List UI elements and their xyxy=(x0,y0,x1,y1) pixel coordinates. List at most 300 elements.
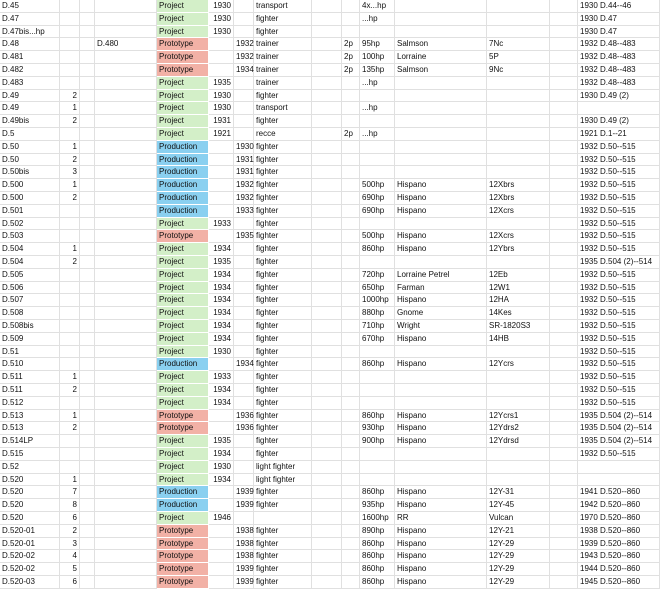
empty-cell[interactable] xyxy=(312,474,342,487)
year-cell[interactable]: 1935 xyxy=(209,435,234,448)
year-cell[interactable]: 1930 xyxy=(209,346,234,359)
ref-cell[interactable]: 1943 D.520--860 xyxy=(578,550,660,563)
model-cell[interactable]: D.520-01 xyxy=(0,538,60,551)
alt-cell[interactable] xyxy=(95,192,157,205)
maker-cell[interactable] xyxy=(395,448,487,461)
n-cell[interactable]: 3 xyxy=(60,166,80,179)
model-cell[interactable]: D.520-03 xyxy=(0,576,60,589)
alt-cell[interactable] xyxy=(95,358,157,371)
year-cell[interactable] xyxy=(209,64,234,77)
seats-cell[interactable] xyxy=(342,294,360,307)
engine-cell[interactable] xyxy=(487,0,550,13)
engine-cell[interactable]: 14HB xyxy=(487,333,550,346)
maker-cell[interactable]: Hispano xyxy=(395,205,487,218)
empty-cell[interactable] xyxy=(312,499,342,512)
n-cell[interactable]: 4 xyxy=(60,550,80,563)
seats-cell[interactable] xyxy=(342,461,360,474)
ref-cell[interactable]: 1932 D.50--515 xyxy=(578,243,660,256)
table-row[interactable] xyxy=(0,474,660,487)
empty-cell[interactable] xyxy=(550,576,578,589)
table-row[interactable] xyxy=(0,346,660,359)
table-row[interactable] xyxy=(0,269,660,282)
status-cell-project[interactable]: Project xyxy=(157,243,209,256)
table-row[interactable] xyxy=(0,333,660,346)
ref-cell[interactable]: 1932 D.50--515 xyxy=(578,294,660,307)
hp-cell[interactable]: 100hp xyxy=(360,51,395,64)
engine-cell[interactable]: 9Nc xyxy=(487,64,550,77)
maker-cell[interactable] xyxy=(395,346,487,359)
empty-cell[interactable] xyxy=(80,294,95,307)
maker-cell[interactable]: Hispano xyxy=(395,179,487,192)
year2-cell[interactable] xyxy=(234,512,254,525)
year-cell[interactable] xyxy=(209,51,234,64)
maker-cell[interactable] xyxy=(395,218,487,231)
year-cell[interactable]: 1934 xyxy=(209,282,234,295)
ref-cell[interactable]: 1932 D.50--515 xyxy=(578,154,660,167)
ref-cell[interactable]: 1932 D.50--515 xyxy=(578,166,660,179)
maker-cell[interactable]: Hispano xyxy=(395,435,487,448)
seats-cell[interactable] xyxy=(342,384,360,397)
ref-cell[interactable]: 1939 D.520--860 xyxy=(578,538,660,551)
engine-cell[interactable]: 12Y-29 xyxy=(487,538,550,551)
empty-cell[interactable] xyxy=(550,102,578,115)
table-row[interactable] xyxy=(0,435,660,448)
status-cell-prototype[interactable]: Prototype xyxy=(157,64,209,77)
year2-cell[interactable] xyxy=(234,115,254,128)
n-cell[interactable]: 7 xyxy=(60,486,80,499)
year-cell[interactable]: 1930 xyxy=(209,13,234,26)
hp-cell[interactable] xyxy=(360,166,395,179)
empty-cell[interactable] xyxy=(312,320,342,333)
engine-cell[interactable] xyxy=(487,384,550,397)
year-cell[interactable]: 1933 xyxy=(209,371,234,384)
empty-cell[interactable] xyxy=(312,512,342,525)
empty-cell[interactable] xyxy=(312,358,342,371)
alt-cell[interactable] xyxy=(95,64,157,77)
empty-cell[interactable] xyxy=(550,320,578,333)
seats-cell[interactable] xyxy=(342,358,360,371)
seats-cell[interactable] xyxy=(342,320,360,333)
empty-cell[interactable] xyxy=(312,90,342,103)
status-cell-prototype[interactable]: Prototype xyxy=(157,538,209,551)
empty-cell[interactable] xyxy=(80,358,95,371)
empty-cell[interactable] xyxy=(80,38,95,51)
model-cell[interactable]: D.520 xyxy=(0,474,60,487)
status-cell-project[interactable]: Project xyxy=(157,77,209,90)
n-cell[interactable] xyxy=(60,51,80,64)
year-cell[interactable] xyxy=(209,563,234,576)
model-cell[interactable]: D.515 xyxy=(0,448,60,461)
year-cell[interactable]: 1935 xyxy=(209,256,234,269)
model-cell[interactable]: D.506 xyxy=(0,282,60,295)
empty-cell[interactable] xyxy=(80,435,95,448)
year-cell[interactable]: 1934 xyxy=(209,243,234,256)
empty-cell[interactable] xyxy=(80,333,95,346)
year2-cell[interactable] xyxy=(234,102,254,115)
empty-cell[interactable] xyxy=(550,269,578,282)
empty-cell[interactable] xyxy=(312,269,342,282)
engine-cell[interactable] xyxy=(487,397,550,410)
model-cell[interactable]: D.520 xyxy=(0,499,60,512)
hp-cell[interactable]: 95hp xyxy=(360,38,395,51)
model-cell[interactable]: D.50 xyxy=(0,154,60,167)
year2-cell[interactable] xyxy=(234,474,254,487)
role-cell[interactable]: fighter xyxy=(254,563,312,576)
seats-cell[interactable] xyxy=(342,26,360,39)
empty-cell[interactable] xyxy=(80,422,95,435)
empty-cell[interactable] xyxy=(80,397,95,410)
engine-cell[interactable]: 14Kes xyxy=(487,307,550,320)
seats-cell[interactable] xyxy=(342,576,360,589)
empty-cell[interactable] xyxy=(550,461,578,474)
empty-cell[interactable] xyxy=(550,13,578,26)
seats-cell[interactable] xyxy=(342,102,360,115)
status-cell-project[interactable]: Project xyxy=(157,128,209,141)
empty-cell[interactable] xyxy=(550,397,578,410)
status-cell-prototype[interactable]: Prototype xyxy=(157,422,209,435)
empty-cell[interactable] xyxy=(550,486,578,499)
maker-cell[interactable] xyxy=(395,115,487,128)
role-cell[interactable] xyxy=(254,512,312,525)
seats-cell[interactable] xyxy=(342,230,360,243)
empty-cell[interactable] xyxy=(312,192,342,205)
hp-cell[interactable]: 935hp xyxy=(360,499,395,512)
year-cell[interactable]: 1946 xyxy=(209,512,234,525)
role-cell[interactable]: fighter xyxy=(254,499,312,512)
empty-cell[interactable] xyxy=(80,77,95,90)
empty-cell[interactable] xyxy=(312,141,342,154)
hp-cell[interactable]: 900hp xyxy=(360,435,395,448)
status-cell-project[interactable]: Project xyxy=(157,90,209,103)
seats-cell[interactable] xyxy=(342,218,360,231)
model-cell[interactable]: D.51 xyxy=(0,346,60,359)
model-cell[interactable]: D.501 xyxy=(0,205,60,218)
table-row[interactable] xyxy=(0,192,660,205)
table-row[interactable] xyxy=(0,371,660,384)
empty-cell[interactable] xyxy=(312,282,342,295)
alt-cell[interactable] xyxy=(95,563,157,576)
year2-cell[interactable]: 1932 xyxy=(234,179,254,192)
engine-cell[interactable] xyxy=(487,128,550,141)
ref-cell[interactable]: 1932 D.50--515 xyxy=(578,397,660,410)
hp-cell[interactable]: 860hp xyxy=(360,563,395,576)
seats-cell[interactable] xyxy=(342,550,360,563)
table-row[interactable] xyxy=(0,102,660,115)
alt-cell[interactable] xyxy=(95,371,157,384)
empty-cell[interactable] xyxy=(550,538,578,551)
empty-cell[interactable] xyxy=(80,64,95,77)
table-row[interactable] xyxy=(0,397,660,410)
alt-cell[interactable] xyxy=(95,422,157,435)
maker-cell[interactable]: Hispano xyxy=(395,576,487,589)
empty-cell[interactable] xyxy=(312,115,342,128)
table-row[interactable] xyxy=(0,243,660,256)
n-cell[interactable] xyxy=(60,333,80,346)
status-cell-prototype[interactable]: Prototype xyxy=(157,525,209,538)
n-cell[interactable] xyxy=(60,218,80,231)
empty-cell[interactable] xyxy=(550,154,578,167)
year2-cell[interactable]: 1938 xyxy=(234,525,254,538)
seats-cell[interactable] xyxy=(342,179,360,192)
seats-cell[interactable] xyxy=(342,307,360,320)
alt-cell[interactable] xyxy=(95,77,157,90)
year-cell[interactable] xyxy=(209,410,234,423)
ref-cell[interactable]: 1932 D.50--515 xyxy=(578,320,660,333)
n-cell[interactable]: 3 xyxy=(60,538,80,551)
model-cell[interactable]: D.5 xyxy=(0,128,60,141)
hp-cell[interactable]: ...hp xyxy=(360,128,395,141)
year2-cell[interactable]: 1931 xyxy=(234,166,254,179)
year2-cell[interactable]: 1939 xyxy=(234,576,254,589)
model-cell[interactable]: D.505 xyxy=(0,269,60,282)
year2-cell[interactable] xyxy=(234,218,254,231)
year2-cell[interactable] xyxy=(234,26,254,39)
role-cell[interactable]: trainer xyxy=(254,51,312,64)
maker-cell[interactable]: Hispano xyxy=(395,243,487,256)
seats-cell[interactable] xyxy=(342,499,360,512)
empty-cell[interactable] xyxy=(550,51,578,64)
year2-cell[interactable] xyxy=(234,13,254,26)
table-row[interactable] xyxy=(0,461,660,474)
seats-cell[interactable] xyxy=(342,192,360,205)
table-row[interactable] xyxy=(0,563,660,576)
role-cell[interactable]: fighter xyxy=(254,294,312,307)
year2-cell[interactable] xyxy=(234,320,254,333)
table-row[interactable] xyxy=(0,128,660,141)
year-cell[interactable]: 1921 xyxy=(209,128,234,141)
alt-cell[interactable] xyxy=(95,397,157,410)
table-row[interactable] xyxy=(0,384,660,397)
year2-cell[interactable] xyxy=(234,461,254,474)
empty-cell[interactable] xyxy=(550,333,578,346)
seats-cell[interactable] xyxy=(342,448,360,461)
maker-cell[interactable] xyxy=(395,141,487,154)
role-cell[interactable]: fighter xyxy=(254,486,312,499)
empty-cell[interactable] xyxy=(550,166,578,179)
alt-cell[interactable] xyxy=(95,346,157,359)
year2-cell[interactable] xyxy=(234,77,254,90)
model-cell[interactable]: D.49 xyxy=(0,90,60,103)
empty-cell[interactable] xyxy=(80,550,95,563)
hp-cell[interactable]: ...hp xyxy=(360,102,395,115)
hp-cell[interactable] xyxy=(360,90,395,103)
role-cell[interactable]: fighter xyxy=(254,576,312,589)
ref-cell[interactable] xyxy=(578,102,660,115)
year2-cell[interactable]: 1931 xyxy=(234,154,254,167)
ref-cell[interactable]: 1932 D.50--515 xyxy=(578,205,660,218)
hp-cell[interactable] xyxy=(360,218,395,231)
year2-cell[interactable]: 1939 xyxy=(234,499,254,512)
n-cell[interactable] xyxy=(60,358,80,371)
role-cell[interactable]: fighter xyxy=(254,410,312,423)
hp-cell[interactable]: 860hp xyxy=(360,550,395,563)
role-cell[interactable]: fighter xyxy=(254,282,312,295)
empty-cell[interactable] xyxy=(312,384,342,397)
maker-cell[interactable] xyxy=(395,90,487,103)
status-cell-project[interactable]: Project xyxy=(157,256,209,269)
engine-cell[interactable]: 12Ycrs xyxy=(487,358,550,371)
maker-cell[interactable]: Hispano xyxy=(395,358,487,371)
seats-cell[interactable] xyxy=(342,563,360,576)
n-cell[interactable] xyxy=(60,0,80,13)
maker-cell[interactable] xyxy=(395,256,487,269)
maker-cell[interactable] xyxy=(395,128,487,141)
status-cell-project[interactable]: Project xyxy=(157,384,209,397)
status-cell-project[interactable]: Project xyxy=(157,13,209,26)
table-row[interactable] xyxy=(0,166,660,179)
seats-cell[interactable] xyxy=(342,435,360,448)
ref-cell[interactable]: 1935 D.504 (2)--514 xyxy=(578,435,660,448)
n-cell[interactable] xyxy=(60,435,80,448)
alt-cell[interactable] xyxy=(95,320,157,333)
status-cell-production[interactable]: Production xyxy=(157,486,209,499)
alt-cell[interactable] xyxy=(95,179,157,192)
empty-cell[interactable] xyxy=(80,179,95,192)
status-cell-project[interactable]: Project xyxy=(157,333,209,346)
role-cell[interactable]: trainer xyxy=(254,64,312,77)
year2-cell[interactable] xyxy=(234,243,254,256)
empty-cell[interactable] xyxy=(550,26,578,39)
engine-cell[interactable] xyxy=(487,141,550,154)
seats-cell[interactable] xyxy=(342,77,360,90)
model-cell[interactable]: D.513 xyxy=(0,422,60,435)
model-cell[interactable]: D.514LP xyxy=(0,435,60,448)
seats-cell[interactable] xyxy=(342,333,360,346)
alt-cell[interactable] xyxy=(95,13,157,26)
ref-cell[interactable]: 1942 D.520--860 xyxy=(578,499,660,512)
maker-cell[interactable] xyxy=(395,166,487,179)
year2-cell[interactable] xyxy=(234,128,254,141)
year-cell[interactable]: 1934 xyxy=(209,269,234,282)
ref-cell[interactable]: 1932 D.48--483 xyxy=(578,64,660,77)
table-row[interactable] xyxy=(0,141,660,154)
alt-cell[interactable] xyxy=(95,333,157,346)
year-cell[interactable] xyxy=(209,166,234,179)
model-cell[interactable]: D.520 xyxy=(0,512,60,525)
empty-cell[interactable] xyxy=(550,512,578,525)
engine-cell[interactable]: SR-1820S3 xyxy=(487,320,550,333)
maker-cell[interactable]: Wright xyxy=(395,320,487,333)
alt-cell[interactable] xyxy=(95,576,157,589)
empty-cell[interactable] xyxy=(312,218,342,231)
empty-cell[interactable] xyxy=(80,90,95,103)
year2-cell[interactable]: 1933 xyxy=(234,205,254,218)
table-row[interactable] xyxy=(0,538,660,551)
table-row[interactable] xyxy=(0,512,660,525)
role-cell[interactable]: fighter xyxy=(254,141,312,154)
model-cell[interactable]: D.47bis...hp xyxy=(0,26,60,39)
ref-cell[interactable]: 1932 D.50--515 xyxy=(578,358,660,371)
ref-cell[interactable]: 1932 D.50--515 xyxy=(578,448,660,461)
alt-cell[interactable] xyxy=(95,269,157,282)
status-cell-project[interactable]: Project xyxy=(157,435,209,448)
role-cell[interactable]: fighter xyxy=(254,166,312,179)
engine-cell[interactable] xyxy=(487,371,550,384)
hp-cell[interactable]: 690hp xyxy=(360,192,395,205)
engine-cell[interactable]: Vulcan xyxy=(487,512,550,525)
role-cell[interactable]: fighter xyxy=(254,269,312,282)
alt-cell[interactable] xyxy=(95,512,157,525)
year-cell[interactable]: 1930 xyxy=(209,0,234,13)
empty-cell[interactable] xyxy=(550,410,578,423)
year2-cell[interactable]: 1936 xyxy=(234,410,254,423)
empty-cell[interactable] xyxy=(550,38,578,51)
alt-cell[interactable] xyxy=(95,218,157,231)
year-cell[interactable] xyxy=(209,486,234,499)
engine-cell[interactable] xyxy=(487,154,550,167)
hp-cell[interactable] xyxy=(360,115,395,128)
seats-cell[interactable] xyxy=(342,486,360,499)
n-cell[interactable]: 1 xyxy=(60,102,80,115)
ref-cell[interactable]: 1921 D.1--21 xyxy=(578,128,660,141)
ref-cell[interactable]: 1930 D.47 xyxy=(578,13,660,26)
maker-cell[interactable]: Salmson xyxy=(395,38,487,51)
empty-cell[interactable] xyxy=(80,563,95,576)
engine-cell[interactable]: 12Xbrs xyxy=(487,179,550,192)
alt-cell[interactable] xyxy=(95,205,157,218)
model-cell[interactable]: D.520-02 xyxy=(0,550,60,563)
model-cell[interactable]: D.511 xyxy=(0,371,60,384)
year2-cell[interactable] xyxy=(234,294,254,307)
maker-cell[interactable]: Hispano xyxy=(395,563,487,576)
year-cell[interactable]: 1934 xyxy=(209,384,234,397)
year-cell[interactable] xyxy=(209,538,234,551)
empty-cell[interactable] xyxy=(80,499,95,512)
empty-cell[interactable] xyxy=(312,422,342,435)
table-row[interactable] xyxy=(0,26,660,39)
empty-cell[interactable] xyxy=(312,179,342,192)
year2-cell[interactable]: 1934 xyxy=(234,358,254,371)
empty-cell[interactable] xyxy=(312,371,342,384)
role-cell[interactable]: trainer xyxy=(254,38,312,51)
role-cell[interactable]: fighter xyxy=(254,307,312,320)
engine-cell[interactable]: 12Xcrs xyxy=(487,205,550,218)
year-cell[interactable] xyxy=(209,358,234,371)
year2-cell[interactable] xyxy=(234,346,254,359)
hp-cell[interactable]: 135hp xyxy=(360,64,395,77)
role-cell[interactable]: fighter xyxy=(254,26,312,39)
n-cell[interactable] xyxy=(60,38,80,51)
status-cell-project[interactable]: Project xyxy=(157,282,209,295)
role-cell[interactable]: fighter xyxy=(254,90,312,103)
empty-cell[interactable] xyxy=(312,486,342,499)
engine-cell[interactable] xyxy=(487,90,550,103)
empty-cell[interactable] xyxy=(312,294,342,307)
status-cell-production[interactable]: Production xyxy=(157,205,209,218)
role-cell[interactable]: fighter xyxy=(254,435,312,448)
model-cell[interactable]: D.520 xyxy=(0,486,60,499)
status-cell-project[interactable]: Project xyxy=(157,461,209,474)
hp-cell[interactable] xyxy=(360,448,395,461)
engine-cell[interactable] xyxy=(487,102,550,115)
empty-cell[interactable] xyxy=(550,358,578,371)
ref-cell[interactable]: 1935 D.504 (2)--514 xyxy=(578,410,660,423)
model-cell[interactable]: D.513 xyxy=(0,410,60,423)
year-cell[interactable] xyxy=(209,230,234,243)
status-cell-project[interactable]: Project xyxy=(157,320,209,333)
year-cell[interactable]: 1934 xyxy=(209,397,234,410)
alt-cell[interactable]: D.480 xyxy=(95,38,157,51)
ref-cell[interactable]: 1932 D.50--515 xyxy=(578,282,660,295)
seats-cell[interactable] xyxy=(342,0,360,13)
status-cell-production[interactable]: Production xyxy=(157,141,209,154)
ref-cell[interactable]: 1932 D.50--515 xyxy=(578,384,660,397)
status-cell-production[interactable]: Production xyxy=(157,154,209,167)
ref-cell[interactable]: 1935 D.504 (2)--514 xyxy=(578,422,660,435)
empty-cell[interactable] xyxy=(80,538,95,551)
status-cell-project[interactable]: Project xyxy=(157,0,209,13)
hp-cell[interactable] xyxy=(360,397,395,410)
